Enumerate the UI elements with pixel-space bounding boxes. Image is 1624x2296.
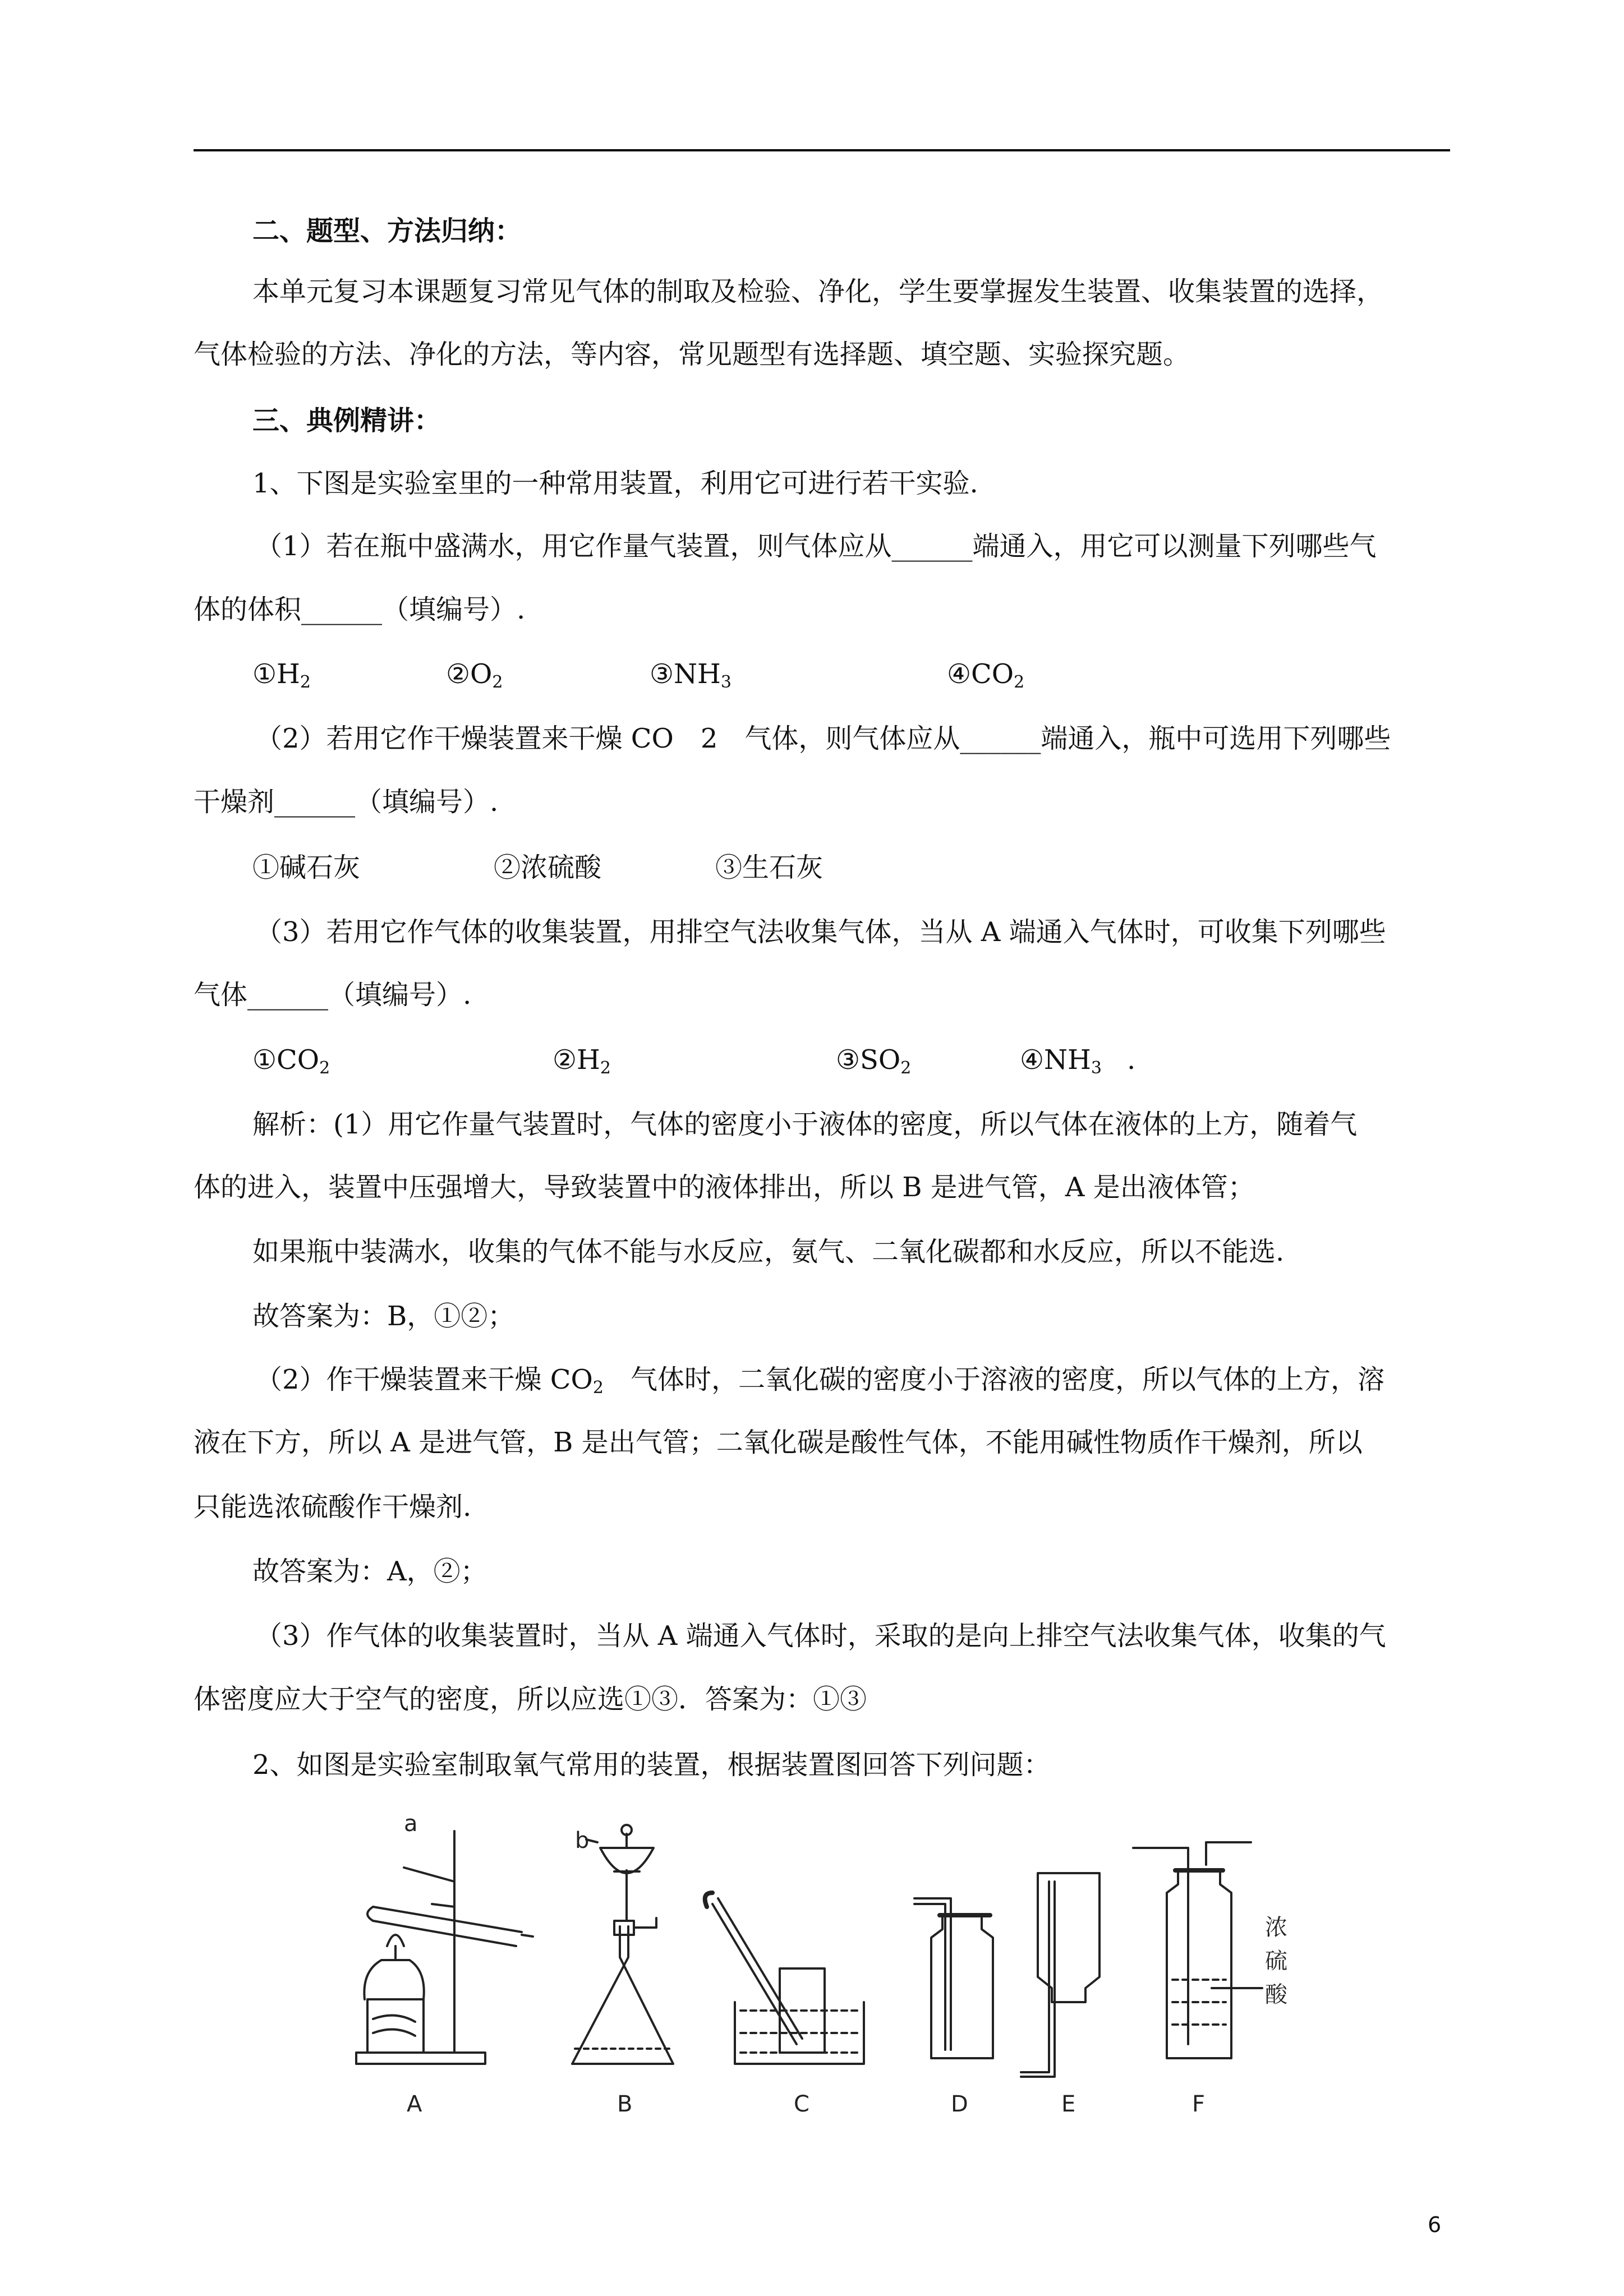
q1-part1-line-2: 体的体积______（填编号）.: [194, 592, 1450, 628]
apparatus-d: [914, 1898, 993, 2058]
analysis-2-line-3: 只能选浓硫酸作干燥剂.: [194, 1491, 472, 1523]
q1-part1-line-1: （1）若在瓶中盛满水，用它作量气装置，则气体应从______端通入，用它可以测量下列哪些气: [255, 528, 1512, 564]
analysis-3-line-1: （3）作气体的收集装置时，当从 A 端通入气体时，采取的是向上排空气法收集气体，收集的气: [255, 1620, 1386, 1652]
q1-gas-option-nh3: $④NH_3$ .: [1020, 1044, 1136, 1078]
q1-part2-line-2: 干燥剂______（填编号）.: [194, 784, 1450, 820]
acid-label-3: 酸: [1265, 1982, 1287, 2008]
answer-blank: ______: [960, 723, 1041, 754]
answer-2: 故答案为：A，②；: [252, 1556, 487, 1587]
apparatus-figure: [353, 1809, 1335, 2123]
label-apparatus-a: A: [407, 2091, 422, 2117]
label-apparatus-e: E: [1061, 2091, 1076, 2117]
answer-1: 故答案为：B，①②；: [252, 1301, 515, 1332]
q1-gas-option-h2: $②H_2$: [553, 1044, 611, 1078]
q1-drying-option-1: ①碱石灰: [252, 852, 361, 883]
analysis-2-line-1: （2）作干燥装置来干燥 $CO_2$ 气体时，二氧化碳的密度小于溶液的密度，所以气体的上方，溶: [255, 1364, 1384, 1398]
analysis-3-line-2: 体密度应大于空气的密度，所以应选①③．答案为：①③: [194, 1684, 867, 1715]
apparatus-c: [705, 1893, 864, 2064]
q1-gas-option-co2: $①CO_2$: [252, 1044, 330, 1078]
analysis-1-line-2: 体的进入，装置中压强增大，导致装置中的液体排出，所以 B 是进气管，A 是出液体管；: [194, 1172, 1255, 1203]
label-apparatus-d: D: [951, 2091, 968, 2117]
analysis-1-line-1: 解析：(1）用它作量气装置时，气体的密度小于液体的密度，所以气体在液体的上方，随着气: [252, 1109, 1358, 1140]
acid-label-2: 硫: [1265, 1948, 1287, 1974]
answer-blank: ______: [301, 594, 383, 625]
label-apparatus-b: B: [617, 2091, 633, 2117]
section-2-para-line-1: 本单元复习本课题复习常见气体的制取及检验、净化，学生要掌握发生装置、收集装置的选择，: [252, 276, 1384, 307]
acid-label-1: 浓: [1265, 1915, 1287, 1940]
section-3-heading: 三、典例精讲：: [252, 405, 441, 436]
q1-stem: 1、下图是实验室里的一种常用装置，利用它可进行若干实验.: [252, 468, 978, 499]
answer-blank: ______: [247, 979, 329, 1011]
q1-option-nh3: $③NH_3$: [650, 658, 732, 692]
apparatus-b: [572, 1825, 673, 2064]
q1-option-co2: $④CO_2$: [947, 658, 1025, 692]
apparatus-e: [1021, 1873, 1099, 2077]
answer-blank: ______: [891, 531, 973, 562]
q1-drying-option-3: ③生石灰: [715, 852, 823, 883]
section-2-heading: 二、题型、方法归纳：: [252, 215, 522, 247]
q2-stem: 2、如图是实验室制取氧气常用的装置，根据装置图回答下列问题：: [252, 1749, 1051, 1781]
label-part-a: a: [404, 1811, 418, 1837]
q1-option-h2: $①H_2$: [252, 658, 311, 692]
section-2-para-line-2: 气体检验的方法、净化的方法，等内容，常见题型有选择题、填空题、实验探究题。: [194, 339, 1190, 370]
q1-option-o2: $②O_2$: [446, 658, 503, 692]
answer-blank: ______: [274, 786, 356, 818]
analysis-2-line-2: 液在下方，所以 A 是进气管，B 是出气管；二氧化碳是酸性气体，不能用碱性物质作干燥剂，所以: [194, 1427, 1363, 1458]
analysis-1-line-3: 如果瓶中装满水，收集的气体不能与水反应，氨气、二氧化碳都和水反应，所以不能选.: [252, 1236, 1285, 1267]
label-apparatus-f: F: [1192, 2091, 1206, 2117]
label-part-b: b: [575, 1828, 590, 1854]
label-apparatus-c: C: [794, 2091, 809, 2117]
q1-drying-option-2: ②浓硫酸: [494, 852, 602, 883]
page-number: 6: [1428, 2212, 1442, 2237]
header-rule: [194, 149, 1450, 151]
q1-part2-line-1: （2）若用它作干燥装置来干燥 CO 2 气体，则气体应从______端通入，瓶中可选用下列哪些: [255, 721, 1512, 757]
q1-gas-option-so2: $③SO_2$: [836, 1044, 912, 1078]
q1-part3-line-1: （3）若用它作气体的收集装置，用排空气法收集气体，当从 A 端通入气体时，可收集下列哪些: [255, 916, 1386, 948]
apparatus-a: [356, 1831, 533, 2064]
apparatus-f: [1133, 1842, 1262, 2058]
q1-part3-line-2: 气体______（填编号）.: [194, 977, 1450, 1013]
